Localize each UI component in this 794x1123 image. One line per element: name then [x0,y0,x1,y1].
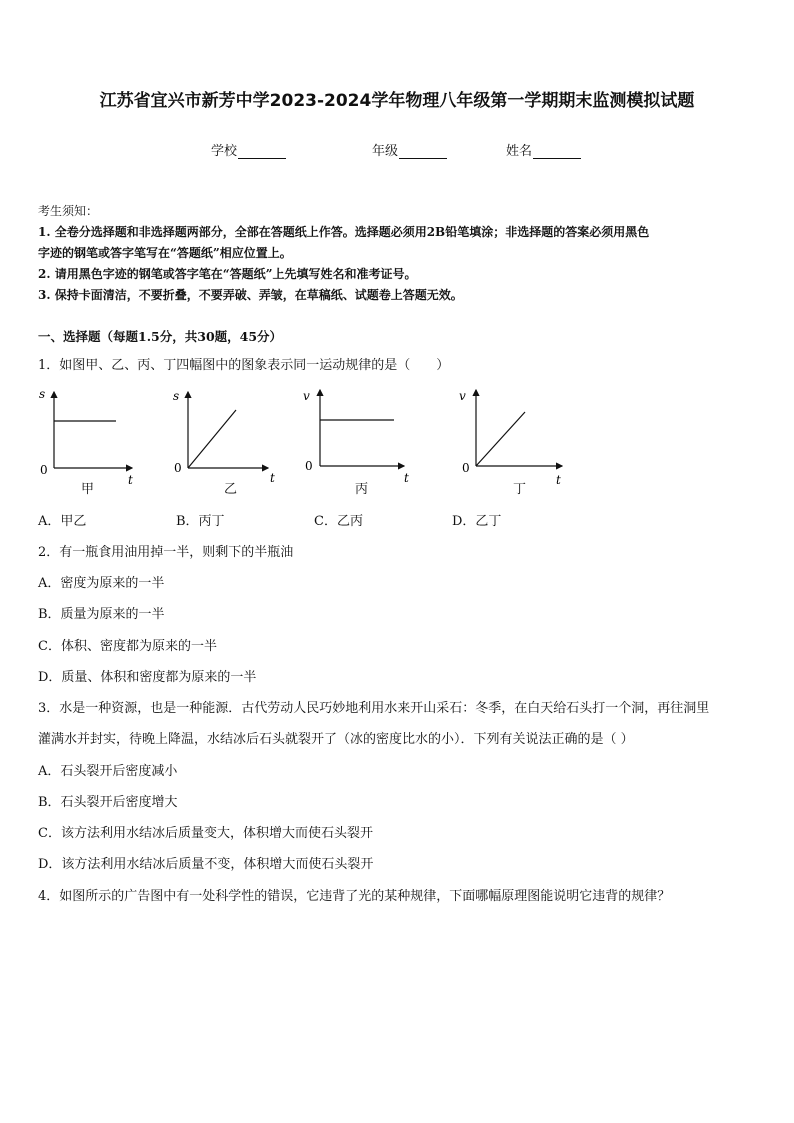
x-axis-label: t [270,471,275,485]
graph-caption-ding: 丁 [513,482,527,497]
graph-caption-bing: 丙 [355,482,369,497]
origin-label: 0 [174,461,182,475]
notice-item: 字迹的钢笔或答字笔写在“答题纸”相应位置上。 [38,246,292,260]
x-axis-label: t [404,471,409,485]
question-2-option-b: B．质量为原来的一半 [38,607,165,622]
graph-line [476,412,525,466]
graph-caption-jia: 甲 [81,482,95,497]
notice-item: 2. 请用黑色字迹的钢笔或答字笔在“答题纸”上先填写姓名和准考证号。 [38,267,417,281]
y-axis-label: v [303,389,310,403]
school-field [211,140,286,159]
question-2-option-a: A．密度为原来的一半 [38,576,165,591]
section-heading: 一、选择题（每题1.5分，共30题，45分） [38,329,283,344]
name-label: 姓名 [506,144,533,159]
question-1-stem: 1．如图甲、乙、丙、丁四幅图中的图象表示同一运动规律的是（ ） [38,358,450,373]
question-3-option-a: A．石头裂开后密度减小 [38,764,178,779]
grade-blank [399,146,447,159]
graph-caption-yi: 乙 [224,482,238,497]
question-3-option-c: C．该方法利用水结冰后质量变大，体积增大而使石头裂开 [38,826,373,841]
x-axis-label: t [556,473,561,486]
graph-ding [456,386,576,490]
question-3-stem-line-2: 灌满水并封实，待晚上降温，水结冰后石头就裂开了（冰的密度比水的小）．下列有关说法正确的是（ ） [38,732,634,747]
question-1-option-b: B．丙丁 [176,514,225,529]
origin-label: 0 [40,463,48,477]
name-field [506,140,581,159]
school-blank [238,146,286,159]
origin-label: 0 [462,461,470,475]
school-label: 学校 [211,144,238,159]
grade-field [372,140,447,159]
question-4-stem: 4．如图所示的广告图中有一处科学性的错误，它违背了光的某种规律，下面哪幅原理图能说明它违背的规律？ [38,889,671,904]
question-3-option-b: B．石头裂开后密度增大 [38,795,178,810]
graph-line [188,410,236,468]
question-2-stem: 2．有一瓶食用油用掉一半，则剩下的半瓶油 [38,545,294,560]
y-axis-label: s [39,387,46,401]
exam-notice [38,201,758,306]
question-3-stem-line-1: 3．水是一种资源，也是一种能源．古代劳动人民巧妙地利用水来开山采石：冬季，在白天给石头打一个洞，再往洞里 [38,701,710,716]
question-2-option-d: D．质量、体积和密度都为原来的一半 [38,670,257,685]
y-axis-label: s [173,389,180,403]
graph-jia [36,386,146,490]
question-3-option-d: D．该方法利用水结冰后质量不变，体积增大而使石头裂开 [38,857,374,872]
notice-item: 1. 全卷分选择题和非选择题两部分，全部在答题纸上作答。选择题必须用2B铅笔填涂；非选择题的答案必须用黑色 [38,225,650,239]
notice-item: 3. 保持卡面清洁，不要折叠，不要弄破、弄皱，在草稿纸、试题卷上答题无效。 [38,288,463,302]
origin-label: 0 [305,459,313,473]
x-axis-label: t [128,473,133,486]
y-axis-label: v [459,389,466,403]
question-2-option-c: C．体积、密度都为原来的一半 [38,639,217,654]
question-1-option-d: D．乙丁 [452,514,502,529]
question-1-option-a: A．甲乙 [38,514,87,529]
exam-title: 江苏省宜兴市新芳中学2023-2024学年物理八年级第一学期期末监测模拟试题 [99,91,695,111]
notice-heading: 考生须知： [38,204,99,218]
name-blank [533,146,581,159]
question-1-option-c: C．乙丙 [314,514,363,529]
grade-label: 年级 [372,144,399,159]
graph-bing [300,386,420,490]
graph-yi [170,386,280,490]
